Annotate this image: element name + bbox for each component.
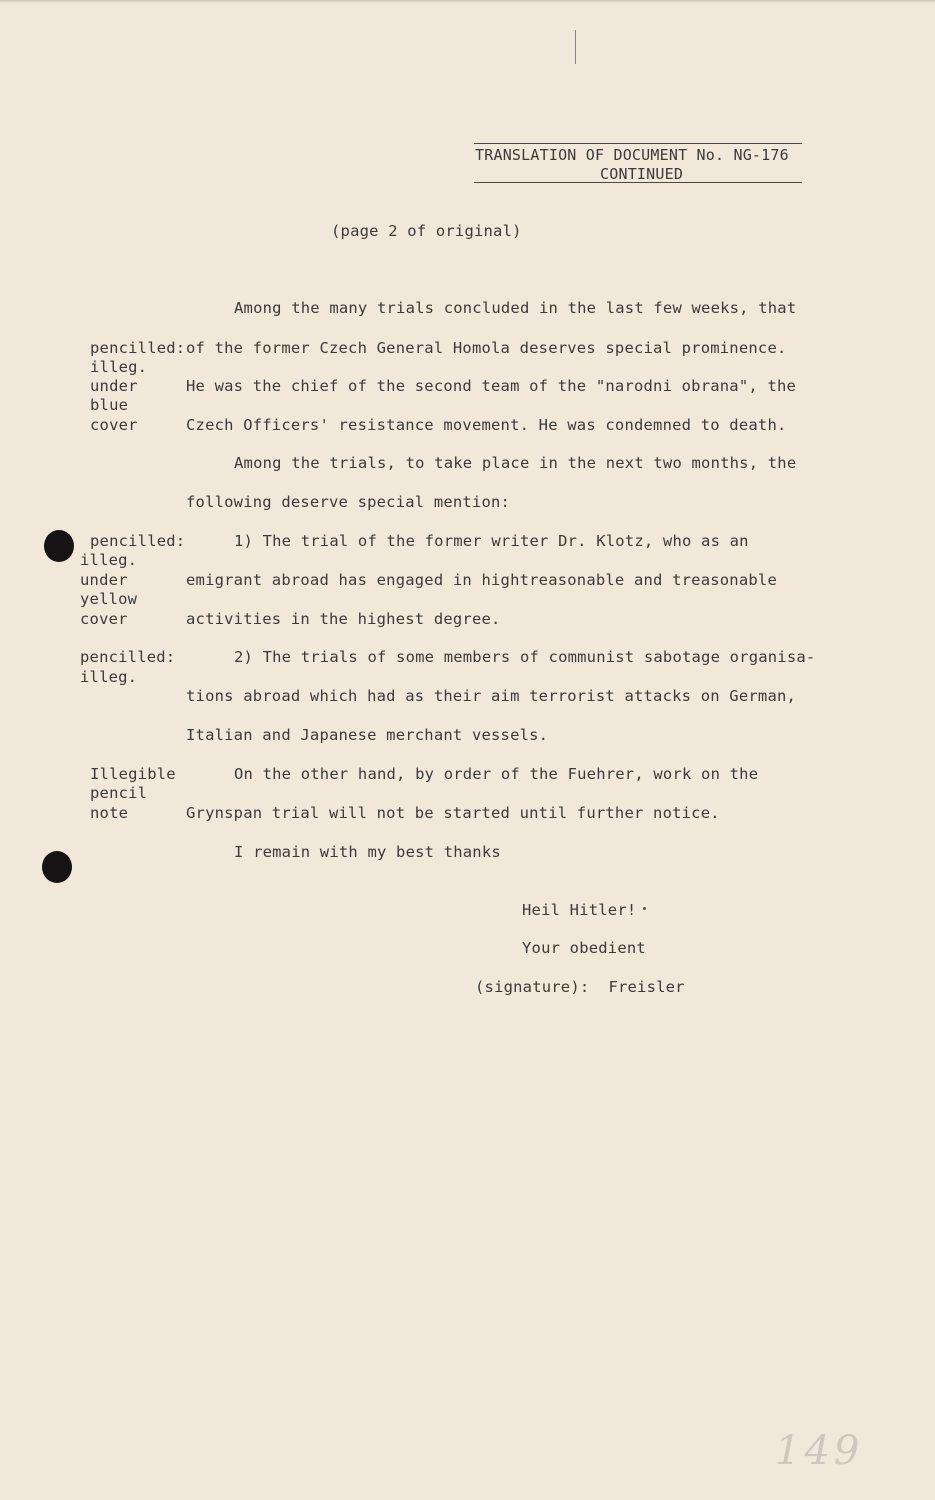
item-1-line-2: emigrant abroad has engaged in hightreasonable and treasonable bbox=[186, 571, 777, 589]
paragraph-2-line-1: Among the trials, to take place in the next two months, the bbox=[234, 454, 797, 472]
document-subtitle: CONTINUED bbox=[600, 165, 684, 183]
margin-note-3-line-1: pencilled: bbox=[80, 648, 176, 666]
paragraph-1-line-1: Among the many trials concluded in the last few weeks, that bbox=[234, 299, 797, 317]
closing-signature: (signature): Freisler bbox=[475, 978, 685, 996]
top-edge-shadow bbox=[0, 0, 935, 3]
margin-note-1-line-1: pencilled: bbox=[90, 339, 186, 357]
pencil-page-number: 149 bbox=[775, 1428, 864, 1474]
paragraph-1-line-4: Czech Officers' resistance movement. He was condemned to death. bbox=[186, 416, 787, 434]
paragraph-1-line-2: of the former Czech General Homola deserves special prominence. bbox=[186, 339, 787, 357]
margin-note-1-line-2: illeg. bbox=[90, 358, 148, 376]
margin-note-1-line-4: blue bbox=[90, 396, 129, 414]
margin-note-2-line-4: yellow bbox=[80, 590, 138, 608]
paragraph-1-line-3: He was the chief of the second team of the "narodni obrana", the bbox=[186, 377, 797, 395]
margin-note-2-line-1: pencilled: bbox=[90, 532, 186, 550]
margin-note-2-line-5: cover bbox=[80, 610, 128, 628]
margin-note-4-line-2: pencil bbox=[90, 784, 148, 802]
item-1-line-1: 1) The trial of the former writer Dr. Klotz, who as an bbox=[234, 532, 749, 550]
punch-hole-upper bbox=[44, 530, 74, 562]
ink-speck bbox=[643, 907, 646, 910]
punch-hole-lower bbox=[42, 851, 72, 883]
item-2-line-3: Italian and Japanese merchant vessels. bbox=[186, 726, 549, 744]
margin-note-4-line-3: note bbox=[90, 804, 129, 822]
item-1-line-3: activities in the highest degree. bbox=[186, 610, 501, 628]
page-reference: (page 2 of original) bbox=[331, 222, 522, 240]
fold-mark-top bbox=[575, 30, 576, 64]
paragraph-4: I remain with my best thanks bbox=[234, 843, 501, 861]
margin-note-2-line-3: under bbox=[80, 571, 128, 589]
paragraph-3-line-1: On the other hand, by order of the Fuehrer, work on the bbox=[234, 765, 759, 783]
margin-note-1-line-3: under bbox=[90, 377, 138, 395]
document-title: TRANSLATION OF DOCUMENT No. NG-176 bbox=[475, 146, 789, 164]
paragraph-3-line-2: Grynspan trial will not be started until further notice. bbox=[186, 804, 720, 822]
item-2-line-2: tions abroad which had as their aim terrorist attacks on German, bbox=[186, 687, 797, 705]
header-top-rule bbox=[474, 143, 802, 144]
margin-note-2-line-2: illeg. bbox=[80, 551, 138, 569]
header-bottom-rule bbox=[474, 182, 802, 183]
closing-salute: Heil Hitler! bbox=[522, 901, 637, 919]
paragraph-2-line-2: following deserve special mention: bbox=[186, 493, 511, 511]
margin-note-1-line-5: cover bbox=[90, 416, 138, 434]
margin-note-3-line-2: illeg. bbox=[80, 668, 138, 686]
item-2-line-1: 2) The trials of some members of communist sabotage organisa- bbox=[234, 648, 816, 666]
closing-obedient: Your obedient bbox=[522, 939, 646, 957]
margin-note-4-line-1: Illegible bbox=[90, 765, 176, 783]
